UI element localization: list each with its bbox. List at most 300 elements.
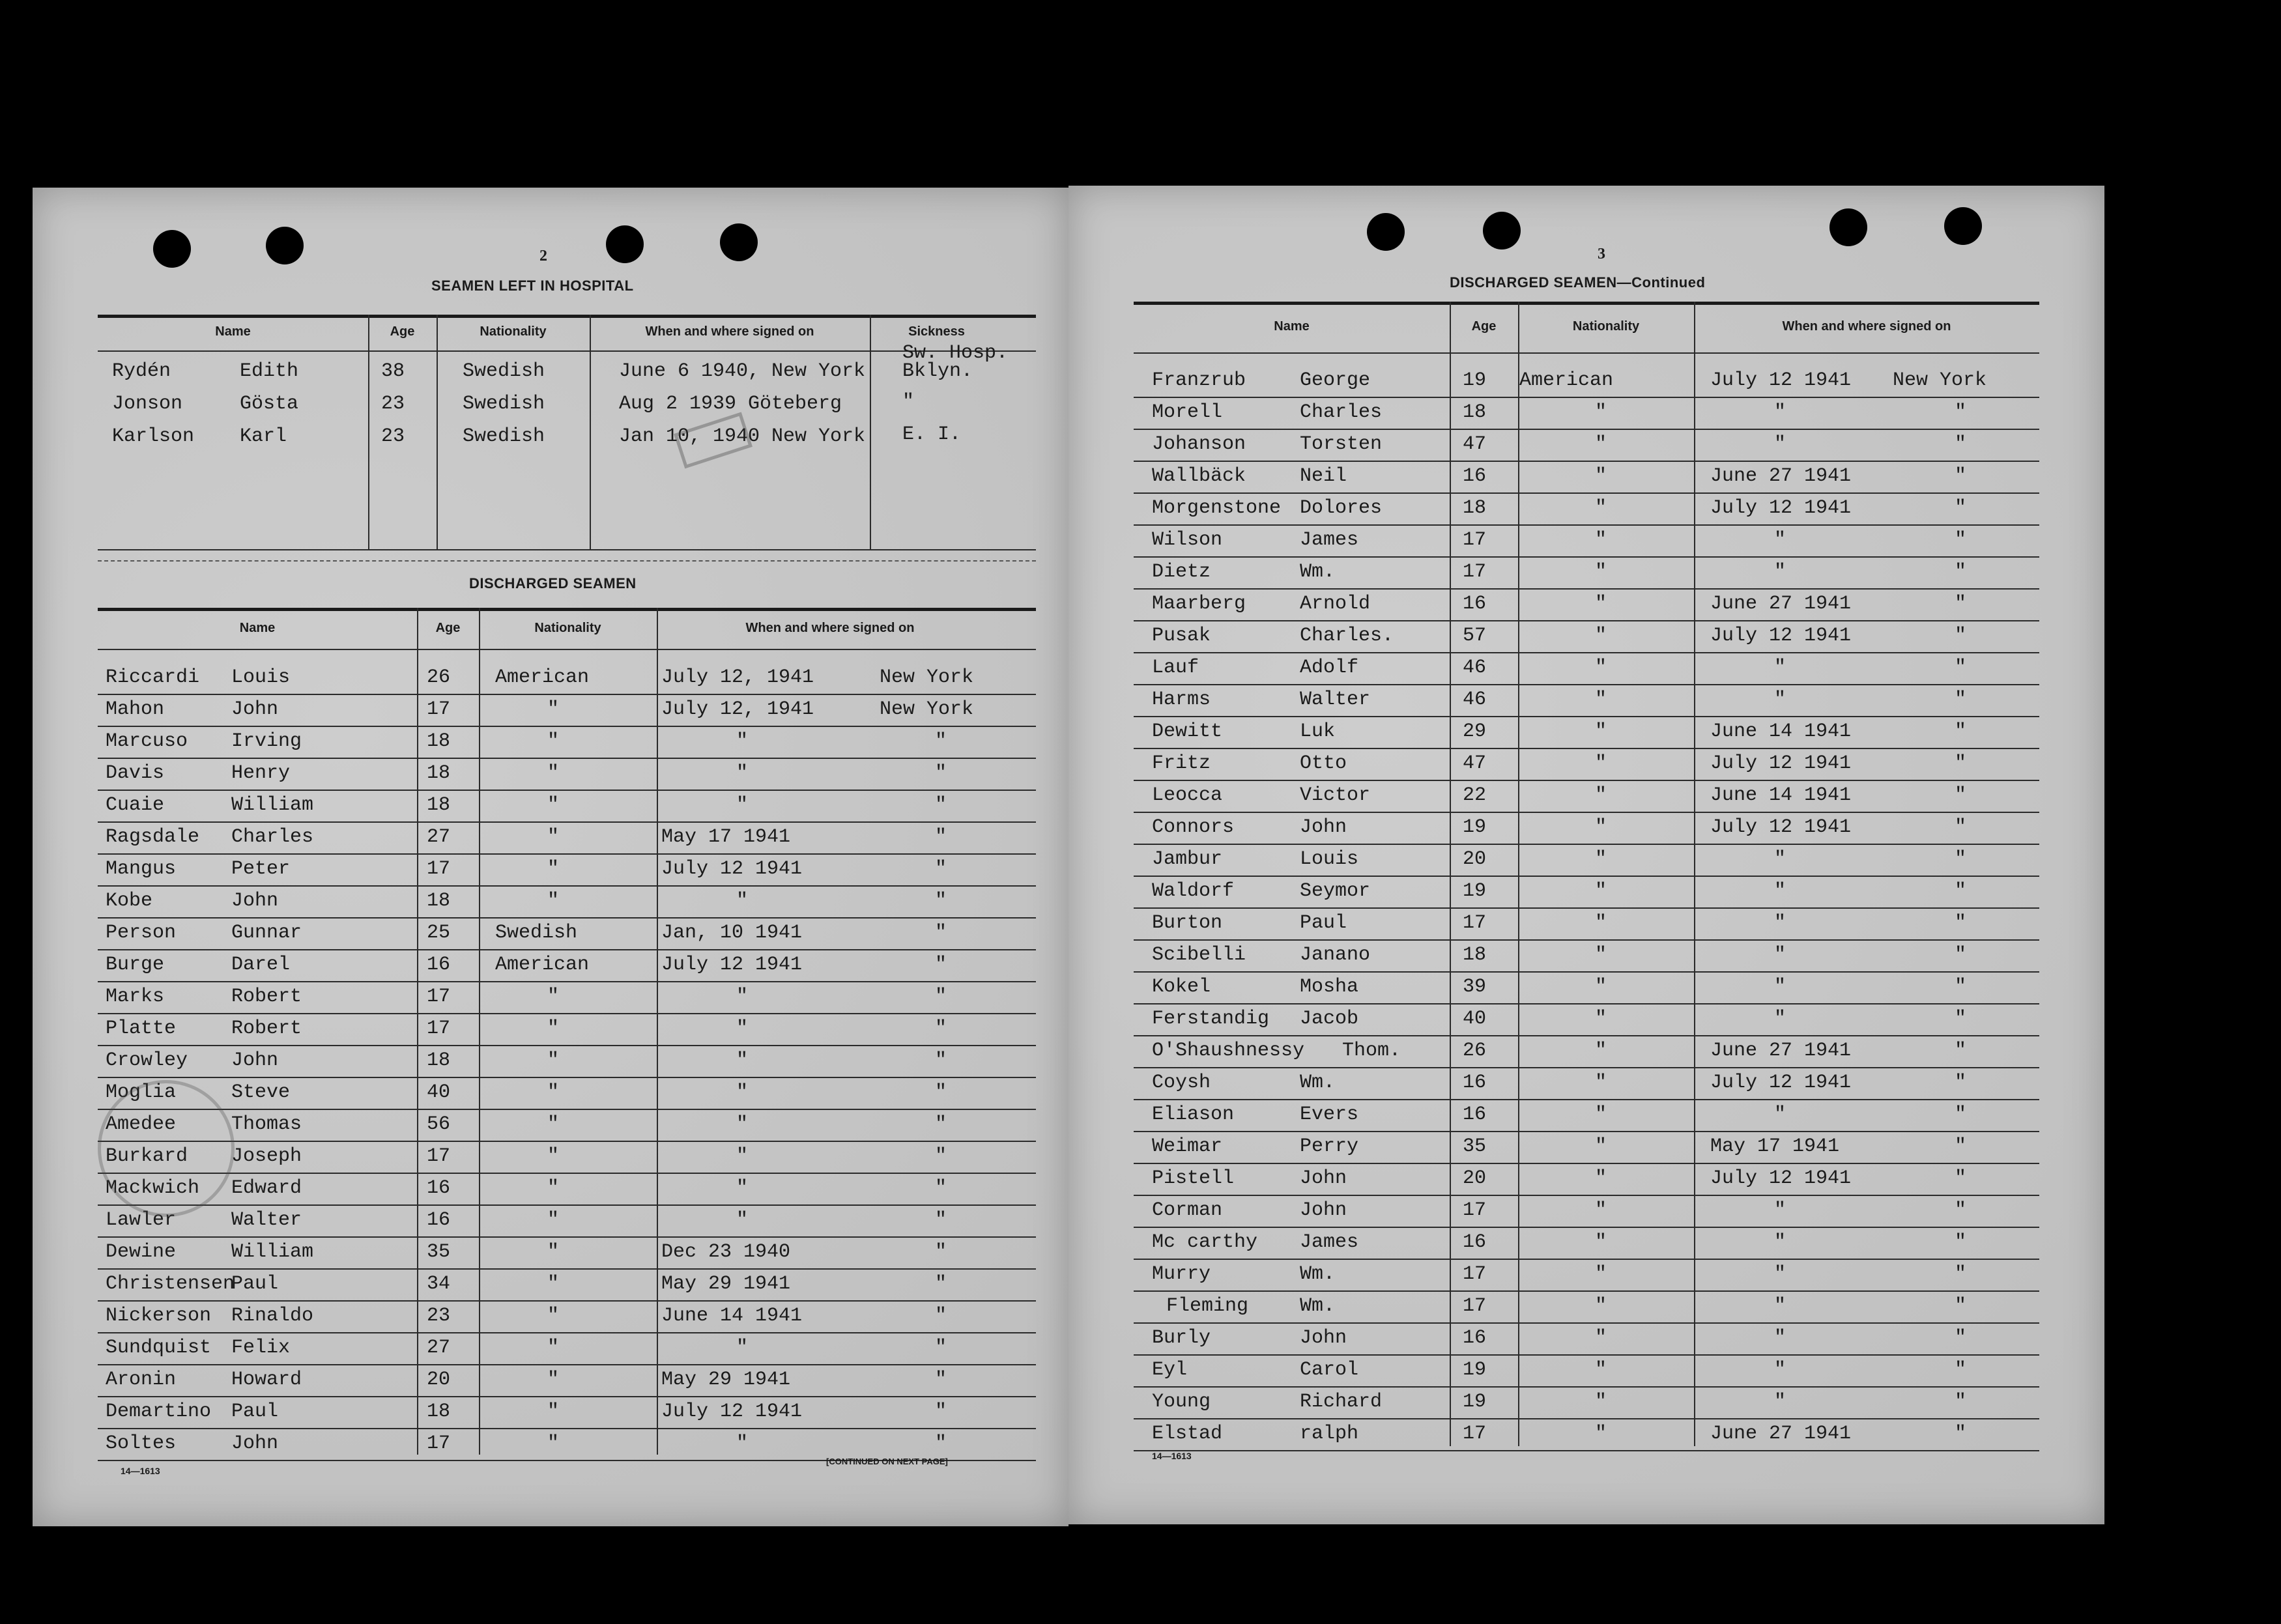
signed-on-date: Dec 23 1940 — [661, 1241, 791, 1263]
crew-given-name: Jacob — [1300, 1008, 1359, 1030]
column-divider — [590, 315, 591, 549]
crew-surname: Kokel — [1152, 976, 1211, 998]
crew-surname: Kobe — [106, 890, 153, 912]
signed-on-date: " — [736, 1113, 749, 1135]
crew-nationality: " — [1595, 657, 1607, 679]
crew-surname: Ferstandig — [1152, 1008, 1270, 1030]
signed-on-date: " — [1774, 1263, 1786, 1285]
crew-given-name: Darel — [231, 954, 291, 976]
binder-hole — [1944, 207, 1982, 245]
crew-given-name: Thomas — [231, 1113, 302, 1135]
column-header: Nationality — [480, 324, 547, 339]
crew-nationality: " — [1595, 848, 1607, 870]
signed-on-place: " — [935, 1337, 947, 1359]
signed-on-place: " — [1955, 689, 1967, 711]
crew-surname: Leocca — [1152, 784, 1223, 806]
crew-nationality: " — [1595, 752, 1607, 775]
column-header: Nationality — [534, 621, 601, 635]
binder-hole — [720, 223, 758, 261]
signed-on-date: " — [1774, 1104, 1786, 1126]
title-suffix: —Continued — [1616, 274, 1706, 291]
crew-given-name: Evers — [1300, 1104, 1359, 1126]
signed-on-date: " — [1774, 1391, 1786, 1413]
crew-given-name: Gunnar — [231, 922, 302, 944]
signed-on-place: " — [1955, 657, 1967, 679]
signed-on-date: " — [1774, 976, 1786, 998]
signed-on-date: " — [1774, 1199, 1786, 1221]
crew-given-name: William — [231, 794, 314, 816]
row-rule — [1134, 684, 2039, 685]
crew-given-name: Gösta — [240, 393, 299, 415]
column-divider — [1694, 302, 1695, 1446]
crew-surname: Morell — [1152, 401, 1223, 423]
crew-nationality: American — [495, 954, 590, 976]
binder-hole — [1367, 213, 1405, 251]
crew-given-name: Edward — [231, 1177, 302, 1199]
crew-nationality: " — [1595, 689, 1607, 711]
crew-surname: Sundquist — [106, 1337, 212, 1359]
row-rule — [98, 885, 1036, 887]
signed-on-date: " — [736, 1209, 749, 1231]
signed-on-place: " — [1955, 1167, 1967, 1190]
signed-on-place: " — [935, 954, 947, 976]
crew-surname: Johanson — [1152, 433, 1246, 455]
crew-surname: Coysh — [1152, 1072, 1211, 1094]
signed-on-place: " — [935, 1401, 947, 1423]
signed-on-date: July 12 1941 — [661, 858, 803, 880]
crew-age: 19 — [1463, 816, 1487, 838]
page-title — [1450, 274, 1705, 291]
crew-surname: Weimar — [1152, 1135, 1223, 1158]
crew-nationality: " — [1595, 1327, 1607, 1349]
crew-age: 17 — [1463, 1263, 1487, 1285]
crew-surname: Burkard — [106, 1145, 188, 1167]
crew-given-name: George — [1300, 369, 1371, 392]
crew-nationality: " — [1595, 944, 1607, 966]
signed-on-date: " — [1774, 848, 1786, 870]
signed-on-place: " — [935, 1018, 947, 1040]
signed-on-date: " — [1774, 689, 1786, 711]
crew-nationality: " — [1595, 1104, 1607, 1126]
crew-given-name: Charles. — [1300, 625, 1394, 647]
signed-on-place: " — [1955, 1295, 1967, 1317]
crew-given-name: Charles — [231, 826, 314, 848]
signed-on-date: June 14 1941 — [1710, 784, 1852, 806]
signed-on-place: " — [1955, 433, 1967, 455]
crew-nationality: " — [1595, 1263, 1607, 1285]
crew-given-name: James — [1300, 1231, 1359, 1253]
crew-given-name: Louis — [231, 666, 291, 689]
signed-on-place: " — [935, 1305, 947, 1327]
crew-age: 57 — [1463, 625, 1487, 647]
crew-age: 19 — [1463, 1359, 1487, 1381]
crew-nationality: " — [1595, 976, 1607, 998]
binder-hole — [1829, 208, 1867, 246]
crew-age: 16 — [1463, 593, 1487, 615]
crew-given-name: John — [231, 698, 279, 720]
crew-nationality: " — [1595, 465, 1607, 487]
crew-nationality: " — [1595, 625, 1607, 647]
signed-on-place: " — [935, 986, 947, 1008]
crew-surname: Amedee — [106, 1113, 177, 1135]
crew-surname: Platte — [106, 1018, 177, 1040]
crew-age: 35 — [427, 1241, 451, 1263]
signed-on-date: " — [1774, 529, 1786, 551]
crew-age: 17 — [427, 858, 451, 880]
signed-on: June 6 1940, New York — [619, 360, 866, 382]
crew-given-name: Walter — [231, 1209, 302, 1231]
crew-age: 20 — [1463, 1167, 1487, 1190]
crew-surname: Mackwich — [106, 1177, 200, 1199]
crew-given-name: Mosha — [1300, 976, 1359, 998]
continued-note: [CONTINUED ON NEXT PAGE] — [826, 1457, 948, 1466]
crew-nationality: " — [1595, 784, 1607, 806]
crew-nationality: " — [547, 1018, 560, 1040]
signed-on-date: " — [736, 1018, 749, 1040]
right-page — [1069, 186, 2104, 1524]
crew-age: 17 — [1463, 529, 1487, 551]
row-rule — [1134, 876, 2039, 877]
row-rule — [98, 694, 1036, 695]
row-rule — [98, 1077, 1036, 1078]
signed-on-date: " — [736, 794, 749, 816]
signed-on-date: June 27 1941 — [1710, 1040, 1852, 1062]
crew-age: 29 — [1463, 720, 1487, 743]
crew-age: 27 — [427, 826, 451, 848]
crew-age: 18 — [427, 730, 451, 752]
signed-on-date: May 17 1941 — [661, 826, 791, 848]
form-number: 14—1613 — [121, 1466, 160, 1476]
row-rule — [1134, 1131, 2039, 1132]
row-rule — [1134, 1227, 2039, 1228]
crew-nationality: " — [547, 1209, 560, 1231]
row-rule — [98, 726, 1036, 727]
column-header: Age — [390, 324, 415, 339]
signed-on: Aug 2 1939 Göteberg — [619, 393, 842, 415]
crew-surname: Mangus — [106, 858, 177, 880]
signed-on-place: " — [1955, 1263, 1967, 1285]
crew-surname: Jambur — [1152, 848, 1223, 870]
crew-surname: Marks — [106, 986, 165, 1008]
signed-on-place: " — [1955, 976, 1967, 998]
signed-on-place: " — [1955, 848, 1967, 870]
row-rule — [98, 853, 1036, 855]
sickness: Sw. Hosp. Bklyn. — [902, 342, 1009, 382]
crew-given-name: Felix — [231, 1337, 291, 1359]
crew-surname: Karlson — [112, 425, 195, 448]
signed-on-date: " — [1774, 561, 1786, 583]
signed-on-place: " — [935, 762, 947, 784]
row-rule — [1134, 1195, 2039, 1196]
signed-on-date: " — [736, 1145, 749, 1167]
crew-given-name: ralph — [1300, 1423, 1359, 1445]
signed-on-date: June 27 1941 — [1710, 465, 1852, 487]
signed-on-place: " — [1955, 1072, 1967, 1094]
signed-on-place: " — [1955, 784, 1967, 806]
signed-on-place: " — [1955, 1327, 1967, 1349]
row-rule — [1134, 652, 2039, 653]
form-number: 14—1613 — [1152, 1451, 1192, 1461]
signed-on-place: " — [1955, 497, 1967, 519]
crew-nationality: " — [547, 826, 560, 848]
crew-given-name: Henry — [231, 762, 291, 784]
crew-given-name: Paul — [1300, 912, 1347, 934]
signed-on-place: " — [1955, 1199, 1967, 1221]
crew-nationality: " — [1595, 433, 1607, 455]
crew-given-name: Robert — [231, 986, 302, 1008]
crew-given-name: Victor — [1300, 784, 1371, 806]
discharged-section-title: DISCHARGED SEAMEN — [469, 575, 637, 591]
crew-nationality: " — [1595, 529, 1607, 551]
crew-surname: Nickerson — [106, 1305, 212, 1327]
crew-nationality: " — [547, 1241, 560, 1263]
crew-given-name: Arnold — [1300, 593, 1371, 615]
crew-given-name: John — [1300, 816, 1347, 838]
signed-on-place: " — [935, 1049, 947, 1072]
crew-nationality: " — [1595, 1231, 1607, 1253]
row-rule — [1134, 461, 2039, 462]
signed-on-date: July 12 1941 — [1710, 625, 1852, 647]
crew-surname: Jonson — [112, 393, 183, 415]
crew-surname: Wilson — [1152, 529, 1223, 551]
crew-given-name: John — [1300, 1327, 1347, 1349]
crew-surname: Riccardi — [106, 666, 200, 689]
crew-surname: Soltes — [106, 1432, 177, 1455]
row-rule — [1134, 971, 2039, 973]
crew-age: 17 — [427, 1018, 451, 1040]
row-rule — [98, 1141, 1036, 1142]
row-rule — [1134, 716, 2039, 717]
row-rule — [1134, 524, 2039, 526]
crew-nationality: " — [547, 794, 560, 816]
crew-surname: Morgenstone — [1152, 497, 1282, 519]
received-stamp — [674, 412, 753, 469]
row-rule — [98, 1300, 1036, 1302]
crew-age: 19 — [1463, 880, 1487, 902]
signed-on-date: July 12 1941 — [1710, 497, 1852, 519]
signed-on-place: " — [935, 1209, 947, 1231]
signed-on-place: " — [935, 1432, 947, 1455]
row-rule — [1134, 1418, 2039, 1419]
crew-age: 46 — [1463, 689, 1487, 711]
column-header: Age — [1471, 319, 1497, 334]
crew-surname: Corman — [1152, 1199, 1223, 1221]
row-rule — [1134, 620, 2039, 621]
column-divider — [870, 315, 871, 549]
signed-on-date: July 12 1941 — [1710, 816, 1852, 838]
crew-age: 18 — [427, 794, 451, 816]
crew-nationality: " — [1595, 1135, 1607, 1158]
crew-nationality: " — [1595, 1391, 1607, 1413]
crew-age: 38 — [381, 360, 405, 382]
row-rule — [1134, 556, 2039, 558]
signed-on-place: " — [935, 794, 947, 816]
crew-nationality: " — [1595, 1359, 1607, 1381]
signed-on-place: " — [1955, 720, 1967, 743]
signed-on-place: " — [1955, 465, 1967, 487]
crew-given-name: John — [231, 1049, 279, 1072]
crew-given-name: Paul — [231, 1273, 279, 1295]
signed-on-date: " — [1774, 880, 1786, 902]
column-divider — [437, 315, 438, 549]
crew-surname: Rydén — [112, 360, 171, 382]
signed-on-date: " — [1774, 401, 1786, 423]
crew-given-name: Joseph — [231, 1145, 302, 1167]
crew-nationality: Swedish — [463, 360, 545, 382]
crew-given-name: Robert — [231, 1018, 302, 1040]
page-number: 2 — [539, 248, 547, 264]
crew-nationality: American — [1519, 369, 1614, 392]
signed-on-place: " — [1955, 1008, 1967, 1030]
crew-surname: Moglia — [106, 1081, 177, 1104]
crew-age: 26 — [1463, 1040, 1487, 1062]
crew-age: 40 — [1463, 1008, 1487, 1030]
crew-given-name: Walter — [1300, 689, 1371, 711]
crew-surname: Dewitt — [1152, 720, 1223, 743]
crew-surname: Dietz — [1152, 561, 1211, 583]
crew-given-name: Louis — [1300, 848, 1359, 870]
crew-age: 18 — [427, 1049, 451, 1072]
crew-age: 17 — [1463, 1295, 1487, 1317]
crew-surname: Pistell — [1152, 1167, 1235, 1190]
signed-on-place: " — [1955, 1231, 1967, 1253]
row-rule — [1134, 397, 2039, 398]
crew-age: 16 — [427, 1177, 451, 1199]
column-divider — [368, 315, 369, 549]
signed-on-place: " — [1955, 816, 1967, 838]
signed-on-date: " — [736, 1177, 749, 1199]
crew-nationality: American — [495, 666, 590, 689]
signed-on-date: May 29 1941 — [661, 1273, 791, 1295]
page-number: 3 — [1598, 246, 1605, 263]
crew-age: 22 — [1463, 784, 1487, 806]
crew-nationality: " — [547, 1369, 560, 1391]
crew-nationality: " — [1595, 816, 1607, 838]
crew-surname: Mc carthy — [1152, 1231, 1258, 1253]
crew-age: 47 — [1463, 752, 1487, 775]
crew-nationality: " — [1595, 1423, 1607, 1445]
row-rule — [1134, 1067, 2039, 1068]
crew-surname: Mahon — [106, 698, 165, 720]
crew-surname: Cuaie — [106, 794, 165, 816]
row-rule — [98, 790, 1036, 791]
row-rule — [98, 1013, 1036, 1014]
crew-nationality: " — [547, 1049, 560, 1072]
crew-nationality: " — [547, 858, 560, 880]
left-page — [33, 188, 1069, 1526]
crew-age: 17 — [1463, 1423, 1487, 1445]
signed-on-place: " — [935, 730, 947, 752]
crew-given-name: Rinaldo — [231, 1305, 314, 1327]
crew-given-name: Richard — [1300, 1391, 1383, 1413]
column-divider — [1518, 302, 1519, 1446]
crew-given-name: Karl — [240, 425, 287, 448]
crew-surname: Scibelli — [1152, 944, 1246, 966]
row-rule — [1134, 588, 2039, 590]
crew-age: 47 — [1463, 433, 1487, 455]
signed-on-date: May 29 1941 — [661, 1369, 791, 1391]
crew-age: 40 — [427, 1081, 451, 1104]
crew-nationality: " — [547, 1177, 560, 1199]
row-rule — [1134, 812, 2039, 813]
crew-surname: Davis — [106, 762, 165, 784]
row-rule — [98, 1109, 1036, 1110]
signed-on-date: " — [1774, 1231, 1786, 1253]
crew-nationality: " — [1595, 497, 1607, 519]
crew-nationality: " — [547, 986, 560, 1008]
crew-surname: Marcuso — [106, 730, 188, 752]
crew-nationality: " — [547, 1273, 560, 1295]
row-rule — [1134, 1354, 2039, 1356]
row-rule — [98, 917, 1036, 919]
signed-on-date: July 12 1941 — [661, 954, 803, 976]
crew-given-name: Seymor — [1300, 880, 1371, 902]
crew-given-name: Otto — [1300, 752, 1347, 775]
crew-surname: O'Shaushnessy — [1152, 1040, 1305, 1062]
crew-nationality: " — [547, 1337, 560, 1359]
crew-surname: Murry — [1152, 1263, 1211, 1285]
crew-age: 19 — [1463, 369, 1487, 392]
crew-given-name: John — [1300, 1167, 1347, 1190]
column-divider — [479, 608, 480, 1455]
signed-on-date: " — [1774, 1008, 1786, 1030]
crew-given-name: Wm. — [1300, 561, 1336, 583]
signed-on-place: " — [1955, 1359, 1967, 1381]
row-rule — [98, 1236, 1036, 1238]
crew-surname: Franzrub — [1152, 369, 1246, 392]
crew-nationality: " — [547, 1145, 560, 1167]
crew-surname: Burton — [1152, 912, 1223, 934]
signed-on-date: " — [1774, 912, 1786, 934]
crew-surname: Burge — [106, 954, 165, 976]
crew-given-name: Steve — [231, 1081, 291, 1104]
row-rule — [98, 1173, 1036, 1174]
row-rule — [98, 1332, 1036, 1333]
row-rule — [1134, 939, 2039, 941]
row-rule — [1134, 1259, 2039, 1260]
crew-given-name: Torsten — [1300, 433, 1383, 455]
crew-surname: Demartino — [106, 1401, 212, 1423]
row-rule — [1134, 780, 2039, 781]
signed-on-place: " — [935, 922, 947, 944]
signed-on-place: " — [935, 1081, 947, 1104]
crew-surname: Dewine — [106, 1241, 177, 1263]
crew-nationality: " — [1595, 593, 1607, 615]
crew-age: 25 — [427, 922, 451, 944]
row-rule — [98, 1364, 1036, 1365]
crew-surname: Eyl — [1152, 1359, 1188, 1381]
signed-on-date: " — [736, 1081, 749, 1104]
signed-on-date: " — [736, 1049, 749, 1072]
crew-age: 23 — [381, 425, 405, 448]
signed-on-place: " — [935, 1145, 947, 1167]
crew-age: 16 — [1463, 1104, 1487, 1126]
crew-age: 17 — [427, 1145, 451, 1167]
crew-surname: Connors — [1152, 816, 1235, 838]
signed-on-place: " — [1955, 912, 1967, 934]
crew-nationality: " — [547, 730, 560, 752]
signed-on-date: June 27 1941 — [1710, 593, 1852, 615]
crew-age: 17 — [1463, 1199, 1487, 1221]
row-rule — [1134, 1099, 2039, 1100]
signed-on-date: " — [736, 890, 749, 912]
binder-hole — [1483, 212, 1521, 249]
crew-surname: Crowley — [106, 1049, 188, 1072]
crew-surname: Person — [106, 922, 177, 944]
signed-on-date: May 17 1941 — [1710, 1135, 1840, 1158]
crew-nationality: " — [547, 1305, 560, 1327]
crew-given-name: Wm. — [1300, 1072, 1336, 1094]
